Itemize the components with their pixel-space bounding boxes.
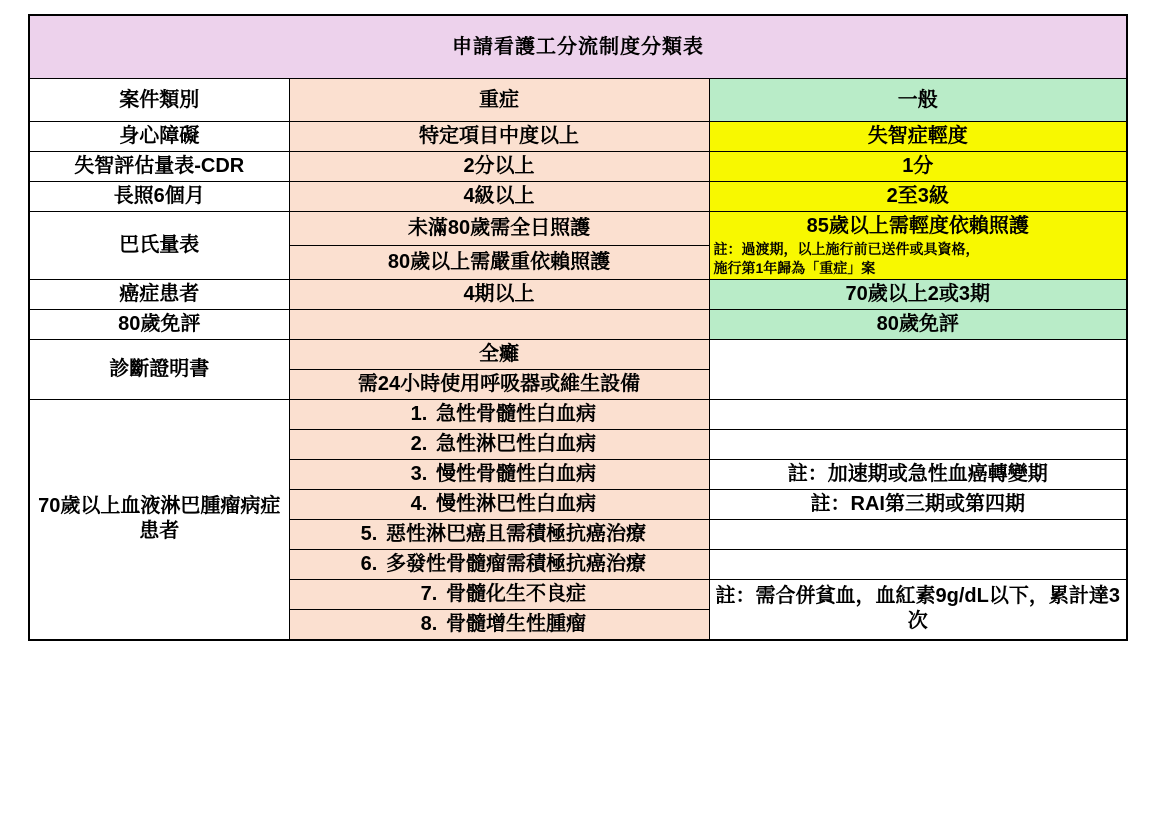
blood-item-8-text: 骨髓增生性腫瘤: [446, 612, 586, 635]
blood-item-7: [289, 579, 709, 609]
blood-item-6-text: 多發性骨髓瘤需積極抗癌治療: [386, 552, 646, 575]
blood-item-1-text: 急性骨髓性白血病: [436, 402, 596, 425]
table-row: [29, 212, 1127, 246]
table-header-row: [29, 79, 1127, 122]
row-severe-disability: 特定項目中度以上: [289, 122, 709, 152]
row-general-barthel-note-line1: 註：過渡期，以上施行前已送件或具資格，: [713, 241, 980, 257]
blood-item-2: [289, 429, 709, 459]
row-severe-barthel-b: 80歲以上需嚴重依賴照護: [289, 245, 709, 279]
blood-item-5: [289, 519, 709, 549]
blood-item-1-number: 1.: [410, 402, 428, 425]
row-general-diagnosis: [709, 339, 1127, 399]
column-header-label: 案件類別: [29, 79, 289, 122]
blood-item-8: [289, 609, 709, 640]
row-label-blood-lymph-tumor: 70歲以上血液淋巴腫瘤病症患者: [29, 399, 289, 640]
blood-item-2-text: 急性淋巴性白血病: [436, 432, 596, 455]
classification-table: [28, 14, 1128, 641]
blood-note-4: 註：RAI第三期或第四期: [709, 489, 1127, 519]
classification-table-sheet: [28, 14, 1128, 641]
blood-item-1: [289, 399, 709, 429]
column-header-general: 一般: [709, 79, 1127, 122]
blood-note-5: [709, 519, 1127, 549]
blood-note-2: [709, 429, 1127, 459]
blood-item-3-number: 3.: [410, 462, 428, 485]
table-row: [29, 339, 1127, 369]
row-severe-diagnosis-b: 需24小時使用呼吸器或維生設備: [289, 369, 709, 399]
row-general-age80-exempt: 80歲免評: [709, 309, 1127, 339]
row-label-cancer: 癌症患者: [29, 279, 289, 309]
row-general-cdr: 1分: [709, 152, 1127, 182]
row-label-longterm-care: 長照6個月: [29, 182, 289, 212]
blood-note-merged: 註：需合併貧血，血紅素9g/dL以下，累計達3次: [709, 579, 1127, 640]
row-severe-age80-exempt: [289, 309, 709, 339]
blood-item-8-number: 8.: [420, 612, 438, 635]
blood-item-2-number: 2.: [410, 432, 428, 455]
table-row: [29, 309, 1127, 339]
row-label-age80-exempt: 80歲免評: [29, 309, 289, 339]
row-label-diagnosis: 診斷證明書: [29, 339, 289, 399]
row-severe-barthel-a: 未滿80歲需全日照護: [289, 212, 709, 246]
table-row: [29, 399, 1127, 429]
row-severe-diagnosis-a: 全癱: [289, 339, 709, 369]
blood-item-5-text: 惡性淋巴癌且需積極抗癌治療: [386, 522, 646, 545]
blood-item-7-text: 骨髓化生不良症: [446, 582, 586, 605]
blood-item-3: [289, 459, 709, 489]
blood-item-4-text: 慢性淋巴性白血病: [436, 492, 596, 515]
row-severe-cancer: 4期以上: [289, 279, 709, 309]
blood-item-6: [289, 549, 709, 579]
blood-note-3: 註：加速期或急性血癌轉變期: [709, 459, 1127, 489]
row-general-barthel: [709, 212, 1127, 280]
row-severe-longterm-care: 4級以上: [289, 182, 709, 212]
row-general-disability: 失智症輕度: [709, 122, 1127, 152]
row-severe-cdr: 2分以上: [289, 152, 709, 182]
row-label-barthel: 巴氏量表: [29, 212, 289, 280]
row-general-longterm-care: 2至3級: [709, 182, 1127, 212]
blood-note-1: [709, 399, 1127, 429]
blood-item-3-text: 慢性骨髓性白血病: [436, 462, 596, 485]
row-label-cdr: 失智評估量表-CDR: [29, 152, 289, 182]
row-general-barthel-note-line2: 施行第1年歸為「重症」案: [713, 259, 876, 276]
row-general-cancer: 70歲以上2或3期: [709, 279, 1127, 309]
blood-item-4: [289, 489, 709, 519]
blood-item-6-number: 6.: [360, 552, 378, 575]
row-label-disability: 身心障礙: [29, 122, 289, 152]
row-general-barthel-text: 85歲以上需輕度依賴照護: [806, 215, 1029, 237]
blood-item-7-number: 7.: [420, 582, 438, 605]
column-header-severe: 重症: [289, 79, 709, 122]
page-title: 申請看護工分流制度分類表: [29, 15, 1127, 79]
table-row: [29, 152, 1127, 182]
table-row: [29, 279, 1127, 309]
blood-item-5-number: 5.: [360, 522, 378, 545]
blood-item-4-number: 4.: [410, 492, 428, 515]
blood-note-6: [709, 549, 1127, 579]
table-title-row: [29, 15, 1127, 79]
table-row: [29, 182, 1127, 212]
table-row: [29, 122, 1127, 152]
